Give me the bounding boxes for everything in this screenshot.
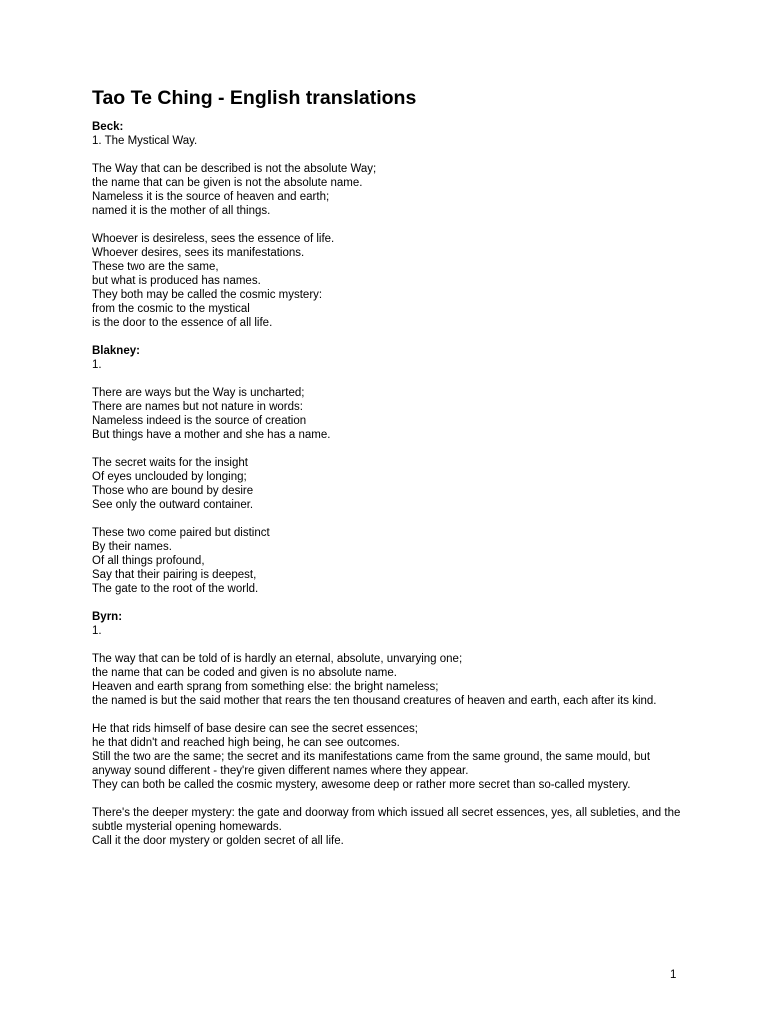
text-line: Of all things profound, — [92, 555, 205, 567]
text-line: Heaven and earth sprang from something else: the bright nameless; — [92, 681, 439, 693]
text-line: See only the outward container. — [92, 499, 254, 511]
text-line: Nameless it is the source of heaven and earth; — [92, 191, 330, 203]
text-line: There are ways but the Way is uncharted; — [92, 387, 305, 399]
section-name-blakney: Blakney: — [92, 345, 140, 357]
page-number: 1 — [670, 969, 677, 981]
text-line: Whoever desires, sees its manifestations. — [92, 247, 305, 259]
stanza — [92, 162, 682, 218]
section-subtitle-blakney: 1. — [92, 359, 102, 371]
text-line: is the door to the essence of all life. — [92, 317, 273, 329]
text-line: named it is the mother of all things. — [92, 205, 271, 217]
text-line: The Way that can be described is not the absolute Way; — [92, 163, 377, 175]
text-line: the named is but the said mother that rears the ten thousand creatures of heaven and earth, each after its kind. — [92, 695, 657, 707]
text-line: The secret waits for the insight — [92, 457, 248, 469]
text-line: They both may be called the cosmic mystery: — [92, 289, 323, 301]
section-beck — [92, 120, 682, 330]
stanza — [92, 806, 682, 848]
section-blakney — [92, 344, 682, 596]
text-line: But things have a mother and she has a name. — [92, 429, 331, 441]
text-line: The gate to the root of the world. — [92, 583, 259, 595]
document-page — [92, 86, 682, 862]
section-name-byrn: Byrn: — [92, 611, 123, 623]
text-line: but what is produced has names. — [92, 275, 261, 287]
text-line: the name that can be coded and given is no absolute name. — [92, 667, 397, 679]
section-subtitle-beck: 1. The Mystical Way. — [92, 135, 198, 147]
text-line: Call it the door mystery or golden secret of all life. — [92, 835, 344, 847]
stanza — [92, 386, 682, 442]
text-line: The way that can be told of is hardly an eternal, absolute, unvarying one; — [92, 653, 463, 665]
document-title: Tao Te Ching - English translations — [92, 87, 417, 109]
text-line: Of eyes unclouded by longing; — [92, 471, 247, 483]
text-line: Still the two are the same; the secret and its manifestations came from the same ground, the same mould, but anyway sound different - they're given different names where they appear. — [92, 751, 651, 777]
text-line: Nameless indeed is the source of creation — [92, 415, 307, 427]
text-line: Say that their pairing is deepest, — [92, 569, 257, 581]
text-line: he that didn't and reached high being, he can see outcomes. — [92, 737, 400, 749]
text-line: Those who are bound by desire — [92, 485, 254, 497]
text-line: from the cosmic to the mystical — [92, 303, 250, 315]
text-line: These two are the same, — [92, 261, 219, 273]
section-name-beck: Beck: — [92, 121, 124, 133]
stanza — [92, 652, 682, 708]
text-line: They can both be called the cosmic mystery, awesome deep or rather more secret than so-called mystery. — [92, 779, 631, 791]
text-line: These two come paired but distinct — [92, 527, 270, 539]
text-line: the name that can be given is not the absolute name. — [92, 177, 363, 189]
stanza — [92, 456, 682, 512]
stanza — [92, 722, 682, 792]
text-line: He that rids himself of base desire can see the secret essences; — [92, 723, 418, 735]
text-line: There's the deeper mystery: the gate and doorway from which issued all secret essences, yes, all subleties, and the subtle mysterial opening homewards. — [92, 807, 681, 833]
text-line: There are names but not nature in words: — [92, 401, 303, 413]
stanza — [92, 232, 682, 330]
stanza — [92, 526, 682, 596]
text-line: By their names. — [92, 541, 172, 553]
section-byrn — [92, 610, 682, 848]
text-line: Whoever is desireless, sees the essence of life. — [92, 233, 335, 245]
section-subtitle-byrn: 1. — [92, 625, 102, 637]
